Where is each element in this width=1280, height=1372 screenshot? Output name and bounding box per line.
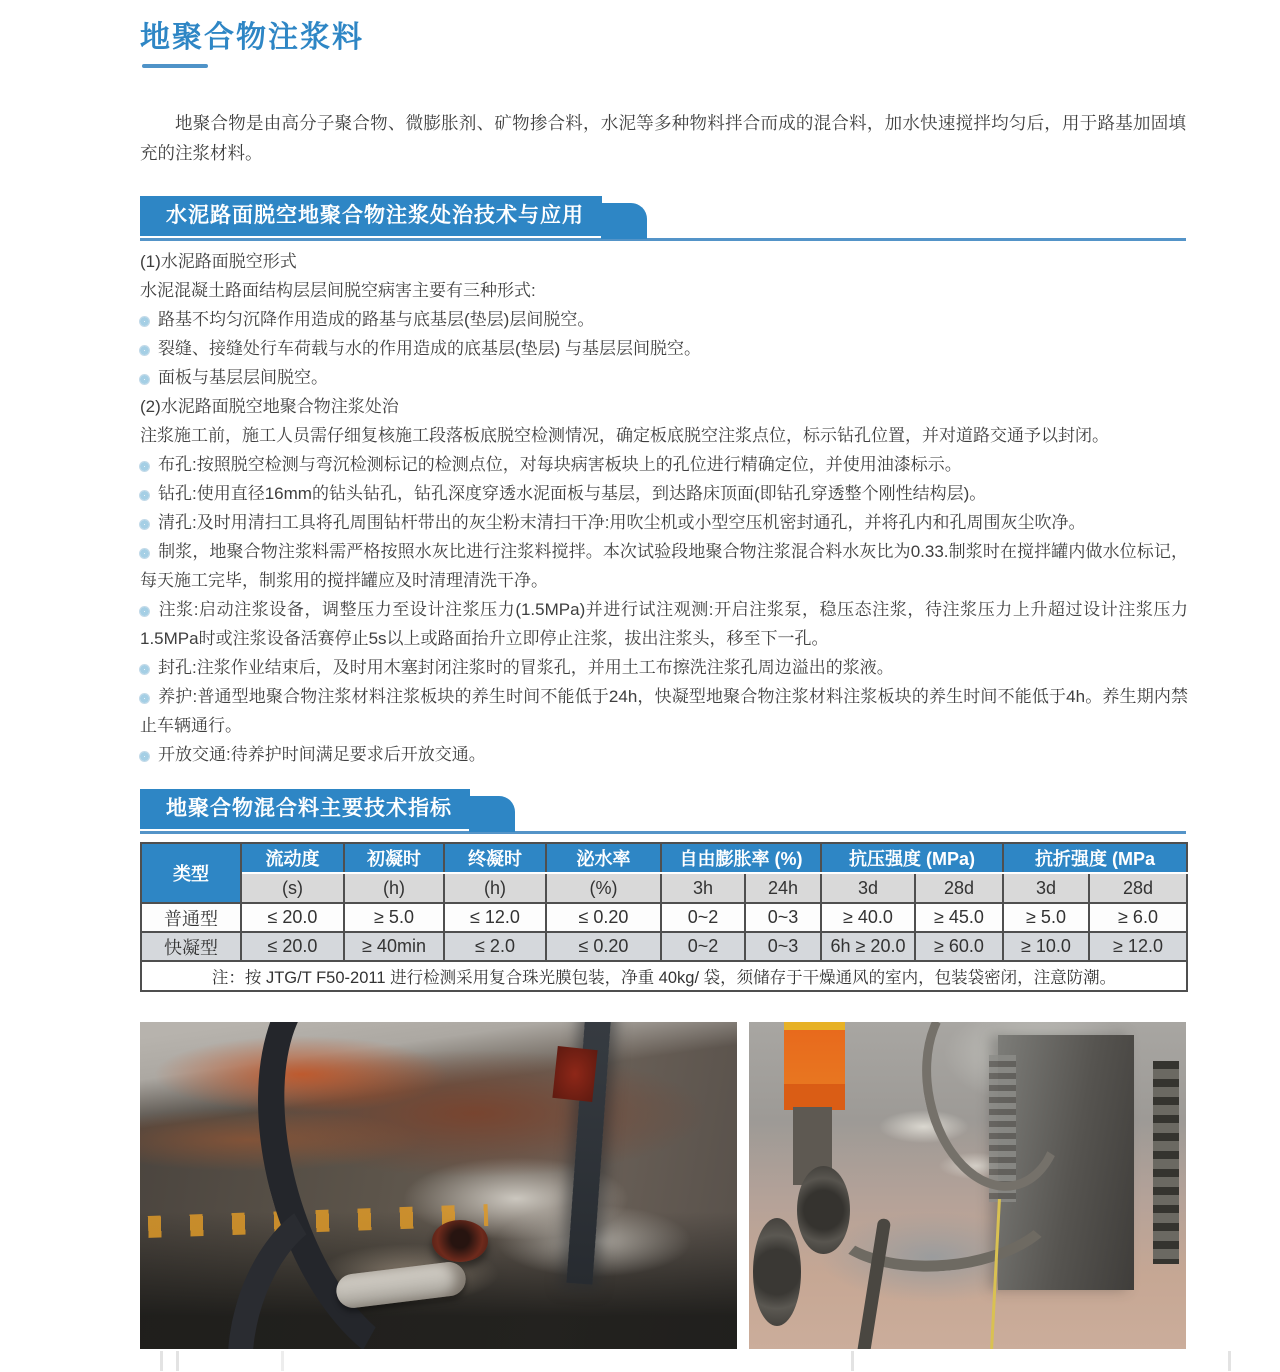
section1-banner xyxy=(140,196,1186,242)
value-cell: ≥ 40min xyxy=(344,932,444,961)
section2-heading-text: 地聚合物混合料主要技术指标 xyxy=(166,797,452,820)
subheader-cell: (h) xyxy=(444,873,546,903)
value-cell: ≤ 20.0 xyxy=(241,932,344,961)
bullet-ring-icon xyxy=(140,346,149,355)
section1-heading-text: 水泥路面脱空地聚合物注浆处治技术与应用 xyxy=(166,204,584,227)
subheader-cell: 28d xyxy=(915,873,1003,903)
table-header-row-1 xyxy=(141,843,1187,873)
section2-banner-underline xyxy=(140,831,1186,834)
section1-heading xyxy=(140,196,602,236)
page-edge-mark xyxy=(851,1351,854,1371)
subheader-cell: 3h xyxy=(661,873,745,903)
para-text: 钻孔:使用直径16mm的钻头钻孔，钻孔深度穿透水泥面板与基层，到达路床顶面(即钻孔穿透整个刚性结构层)。 xyxy=(158,484,987,503)
section2-heading xyxy=(140,789,470,829)
para-text: 制浆，地聚合物注浆料需严格按照水灰比进行注浆料搅拌。本次试验段地聚合物注浆混合料水灰比为0.33.制浆时在搅拌罐内做水位标记，每天施工完毕，制浆用的搅拌罐应及时清理清洗干净。 xyxy=(140,542,1188,590)
para-text: 裂缝、接缝处行车荷载与水的作用造成的底基层(垫层) 与基层层间脱空。 xyxy=(158,339,702,358)
para-text: (2)水泥路面脱空地聚合物注浆处治 xyxy=(140,397,399,416)
page-edge-mark xyxy=(1228,1351,1231,1371)
list-item xyxy=(140,508,1188,537)
value-cell: ≤ 0.20 xyxy=(546,903,661,932)
col-header-final-set: 终凝时 xyxy=(444,843,546,873)
bullet-ring-icon xyxy=(140,462,149,471)
col-header-flexural: 抗折强度 (MPa xyxy=(1003,843,1187,873)
value-cell: ≥ 5.0 xyxy=(344,903,444,932)
photo-grouting-hole-pavement xyxy=(140,1022,737,1349)
col-header-bleeding: 泌水率 xyxy=(546,843,661,873)
section1-banner-underline xyxy=(140,238,1186,241)
worker-safety-vest-shape xyxy=(784,1022,845,1110)
subheader-cell: 3d xyxy=(821,873,915,903)
para-text: 面板与基层层间脱空。 xyxy=(158,368,328,387)
bullet-ring-icon xyxy=(140,752,149,761)
subheader-cell: 28d xyxy=(1089,873,1187,903)
value-cell: 0~3 xyxy=(745,932,821,961)
list-item xyxy=(140,305,1188,334)
spec-table xyxy=(140,842,1188,992)
bullet-ring-icon xyxy=(140,491,149,500)
col-header-fluidity: 流动度 xyxy=(241,843,344,873)
bullet-ring-icon xyxy=(140,694,149,703)
list-item xyxy=(140,450,1188,479)
para-text: 养护:普通型地聚合物注浆材料注浆板块的养生时间不能低于24h，快凝型地聚合物注浆材料注浆板块的养生时间不能低于4h。养生期内禁止车辆通行。 xyxy=(140,687,1188,735)
bullet-ring-icon xyxy=(140,375,149,384)
list-item xyxy=(140,421,1188,450)
value-cell: ≥ 60.0 xyxy=(915,932,1003,961)
para-text: 水泥混凝土路面结构层层间脱空病害主要有三种形式: xyxy=(140,281,536,300)
title-underline xyxy=(142,64,208,68)
page-edge-mark xyxy=(160,1351,163,1371)
ladder-shape xyxy=(1153,1061,1179,1264)
list-item xyxy=(140,537,1188,595)
bullet-ring-icon xyxy=(140,665,149,674)
photo-grouting-site-worker xyxy=(749,1022,1186,1349)
list-item xyxy=(140,247,1188,276)
page-bottom-strip xyxy=(0,1349,1280,1372)
list-item xyxy=(140,363,1188,392)
wheel-shape xyxy=(753,1218,801,1326)
para-text: 开放交通:待养护时间满足要求后开放交通。 xyxy=(158,745,486,764)
para-text: 注浆:启动注浆设备，调整压力至设计注浆压力(1.5MPa)并进行试注观测:开启注浆泵，稳压态注浆，待注浆压力上升超过设计注浆压力1.5MPa时或注浆设备活赛停止5s以上或路面抬升立即停止注浆，拔出注浆头，移至下一孔。 xyxy=(140,600,1188,648)
value-cell: 0~3 xyxy=(745,903,821,932)
col-header-compressive: 抗压强度 (MPa) xyxy=(821,843,1003,873)
intro-paragraph: 地聚合物是由高分子聚合物、微膨胀剂、矿物掺合料，水泥等多种物料拌合而成的混合料，加水快速搅拌均匀后，用于路基加固填充的注浆材料。 xyxy=(140,113,1186,163)
subheader-cell: 3d xyxy=(1003,873,1089,903)
para-text: 清孔:及时用清扫工具将孔周围钻杆带出的灰尘粉末清扫干净:用吹尘机或小型空压机密封通孔，并将孔内和孔周围灰尘吹净。 xyxy=(158,513,1086,532)
section1-body xyxy=(140,247,1188,769)
value-cell: ≤ 20.0 xyxy=(241,903,344,932)
list-item xyxy=(140,334,1188,363)
table-row xyxy=(141,932,1187,961)
col-header-type: 类型 xyxy=(141,843,241,903)
value-cell: 0~2 xyxy=(661,932,745,961)
row-label: 快凝型 xyxy=(141,932,241,961)
table-note: 注：按 JTG/T F50-2011 进行检测采用复合珠光膜包装，净重 40kg/ 袋，须储存于干燥通风的室内，包装袋密闭，注意防潮。 xyxy=(141,961,1187,991)
value-cell: ≥ 6.0 xyxy=(1089,903,1187,932)
value-cell: ≥ 10.0 xyxy=(1003,932,1089,961)
bullet-ring-icon xyxy=(140,549,149,558)
bullet-ring-icon xyxy=(140,317,149,326)
subheader-cell: 24h xyxy=(745,873,821,903)
para-text: 注浆施工前，施工人员需仔细复核施工段落板底脱空检测情况，确定板底脱空注浆点位，标示钻孔位置，并对道路交通予以封闭。 xyxy=(140,426,1109,445)
red-patch-shape xyxy=(552,1046,597,1102)
table-header-row-2 xyxy=(141,873,1187,903)
value-cell: ≤ 0.20 xyxy=(546,932,661,961)
para-text: 封孔:注浆作业结束后，及时用木塞封闭注浆时的冒浆孔，并用土工布擦洗注浆孔周边溢出的浆液。 xyxy=(158,658,894,677)
page-title: 地聚合物注浆料 xyxy=(140,21,364,54)
table-note-row xyxy=(141,961,1187,991)
row-label: 普通型 xyxy=(141,903,241,932)
col-header-expansion: 自由膨胀率 (%) xyxy=(661,843,821,873)
subheader-cell: (s) xyxy=(241,873,344,903)
list-item xyxy=(140,653,1188,682)
page-edge-mark xyxy=(281,1351,284,1371)
para-text: 路基不均匀沉降作用造成的路基与底基层(垫层)层间脱空。 xyxy=(158,310,595,329)
list-item xyxy=(140,682,1188,740)
list-item xyxy=(140,479,1188,508)
col-header-initial-set: 初凝时 xyxy=(344,843,444,873)
list-item xyxy=(140,740,1188,769)
value-cell: ≥ 12.0 xyxy=(1089,932,1187,961)
para-text: 布孔:按照脱空检测与弯沉检测标记的检测点位，对每块病害板块上的孔位进行精确定位，并使用油漆标示。 xyxy=(158,455,962,474)
list-item xyxy=(140,276,1188,305)
section2-banner xyxy=(140,789,1186,835)
table-row xyxy=(141,903,1187,932)
subheader-cell: (%) xyxy=(546,873,661,903)
value-cell: 0~2 xyxy=(661,903,745,932)
value-cell: ≤ 12.0 xyxy=(444,903,546,932)
bullet-ring-icon xyxy=(140,607,149,616)
bullet-ring-icon xyxy=(140,520,149,529)
value-cell: ≥ 45.0 xyxy=(915,903,1003,932)
value-cell: ≥ 5.0 xyxy=(1003,903,1089,932)
value-cell: ≥ 40.0 xyxy=(821,903,915,932)
subheader-cell: (h) xyxy=(344,873,444,903)
value-cell: 6h ≥ 20.0 xyxy=(821,932,915,961)
value-cell: ≤ 2.0 xyxy=(444,932,546,961)
grouting-port-shape xyxy=(432,1220,488,1262)
list-item xyxy=(140,392,1188,421)
page-edge-mark xyxy=(176,1351,179,1371)
para-text: (1)水泥路面脱空形式 xyxy=(140,252,297,271)
list-item xyxy=(140,595,1188,653)
